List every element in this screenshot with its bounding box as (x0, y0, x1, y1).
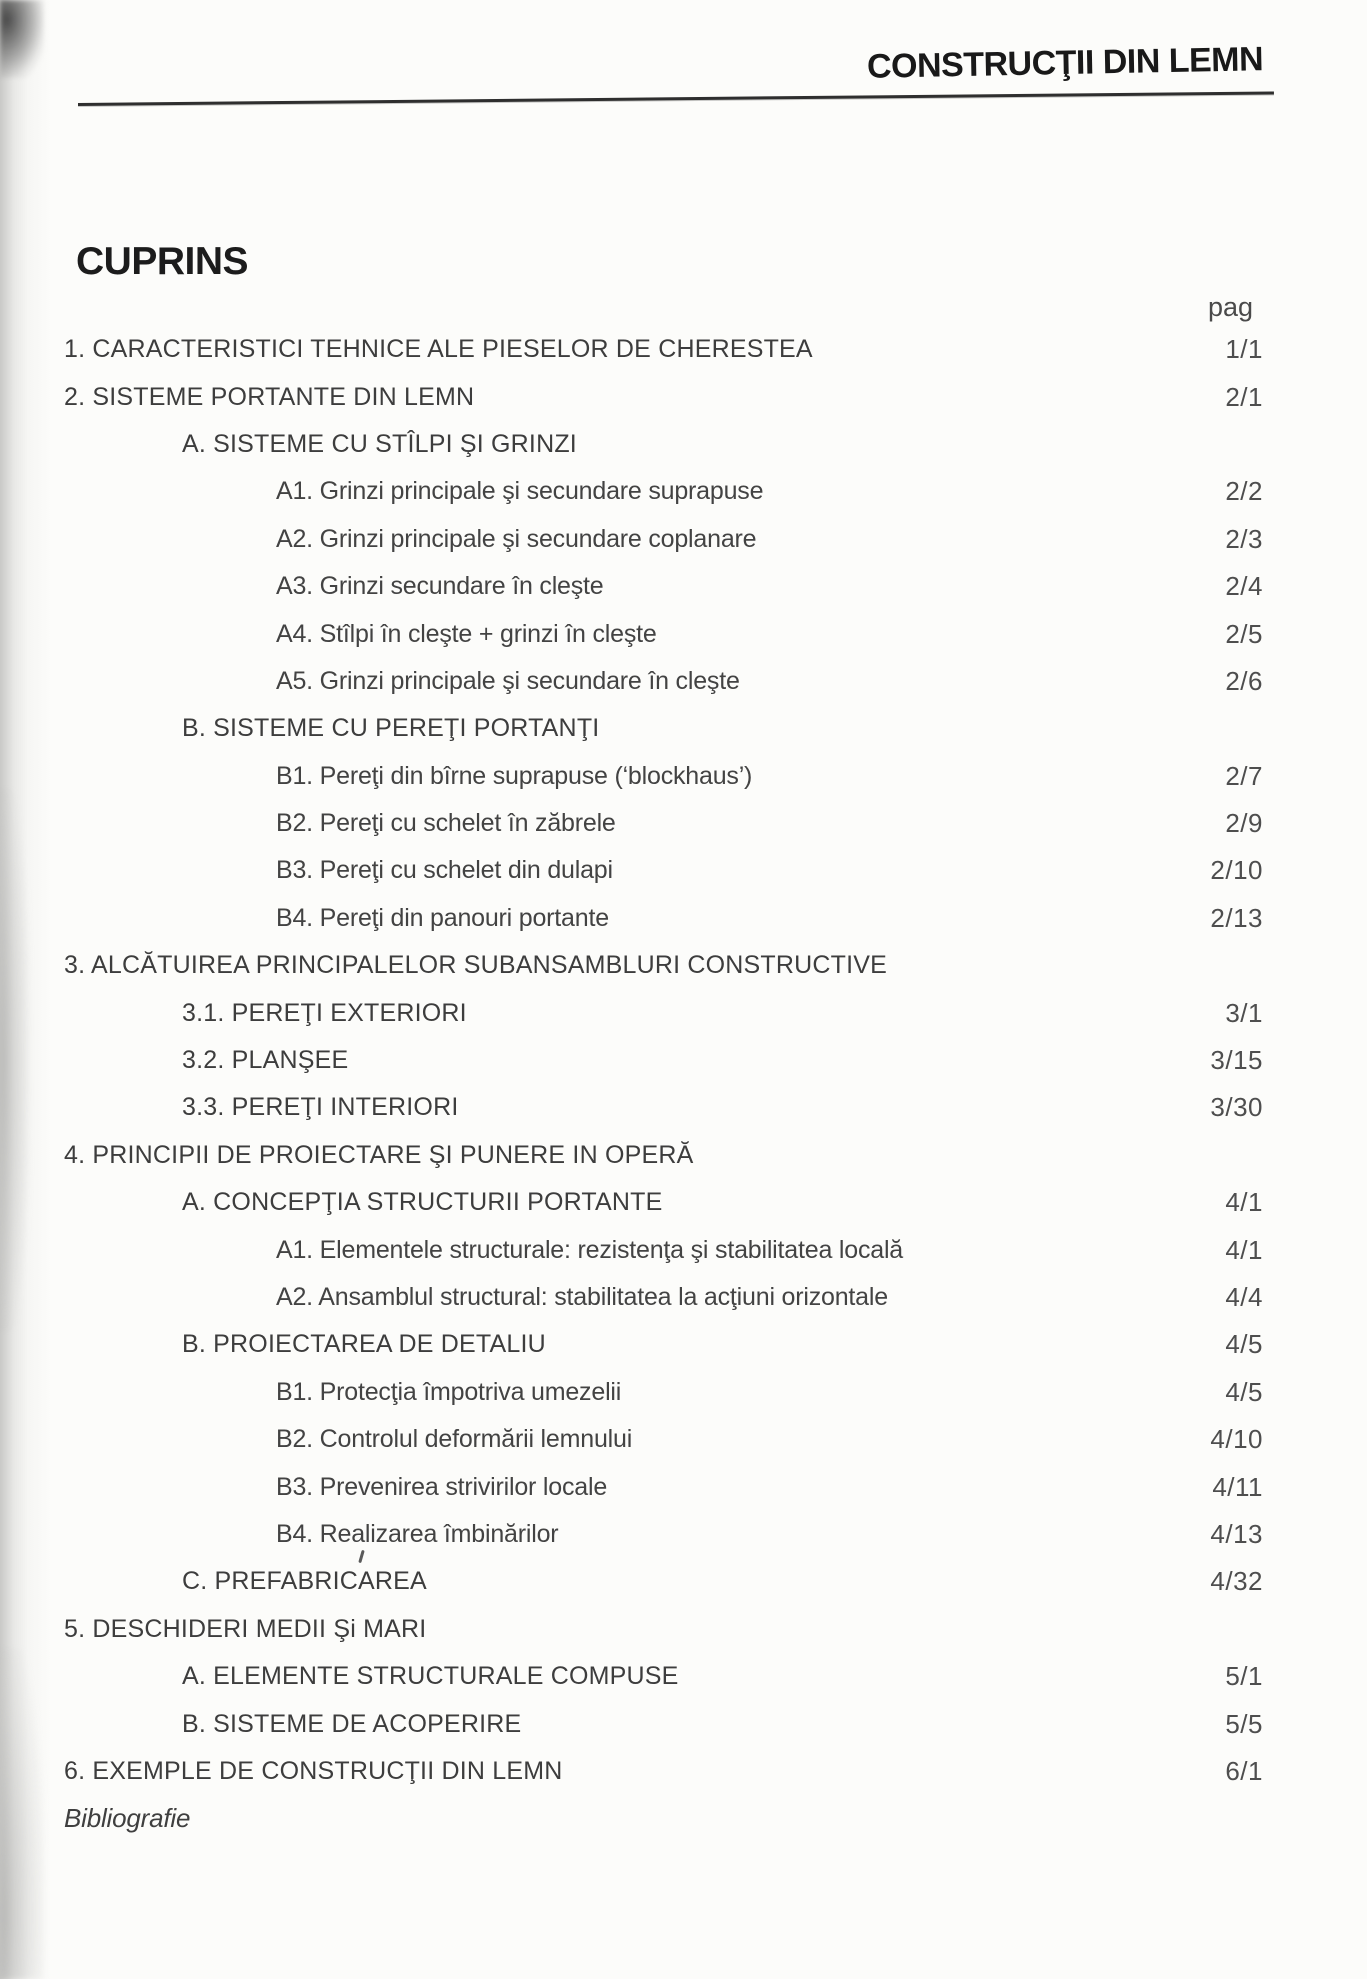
toc-entry-label: A2. Ansamblul structural: stabilitatea la acţiuni orizontale (276, 1283, 888, 1311)
toc-entry-label: 3.1. PEREŢI EXTERIORI (182, 998, 467, 1027)
toc-entry (64, 1463, 1263, 1510)
toc-entry-page: 4/32 (1210, 1566, 1263, 1597)
toc-entry-page: 2/5 (1225, 618, 1263, 649)
page-column-label: pag (1207, 292, 1253, 322)
toc-entry-label: 6. EXEMPLE DE CONSTRUCŢII DIN LEMN (64, 1756, 563, 1785)
toc-entry-page: 4/5 (1225, 1329, 1263, 1360)
toc-entry-page: 4/13 (1210, 1518, 1263, 1549)
toc-entry-label: B4. Pereţi din panouri portante (276, 903, 609, 932)
toc-entry (64, 610, 1263, 657)
toc-entry-page: 6/1 (1225, 1755, 1263, 1786)
toc-entry-page: 4/1 (1225, 1234, 1263, 1265)
toc-entry-label: 4. PRINCIPII DE PROIECTARE ŞI PUNERE IN OPERĂ (64, 1140, 694, 1169)
toc-entry (64, 1416, 1263, 1463)
toc-entry (64, 373, 1263, 420)
toc-entry (64, 1558, 1263, 1605)
toc-entry-label: B2. Controlul deformării lemnului (276, 1425, 633, 1454)
toc-entry-page: 2/2 (1225, 476, 1263, 507)
toc-entry-page: 4/5 (1225, 1376, 1263, 1407)
toc-entry-page: 4/1 (1225, 1187, 1263, 1218)
toc-entry-label: B. PROIECTAREA DE DETALIU (182, 1330, 546, 1359)
toc-entry-label: A3. Grinzi secundare în cleşte (276, 572, 604, 601)
toc-entry-page: 4/4 (1225, 1282, 1263, 1312)
toc-entry-label: B3. Prevenirea strivirilor locale (276, 1472, 608, 1501)
toc-entry-label: B1. Pereţi din bîrne suprapuse (‘blockhaus’) (276, 761, 753, 790)
toc-entry (64, 1748, 1263, 1795)
toc-entry (64, 1653, 1263, 1700)
toc-entry-label: 1. CARACTERISTICI TEHNICE ALE PIESELOR DE CHERESTEA (64, 335, 813, 364)
toc-entry (64, 1037, 1263, 1084)
toc-entry-label: B4. Realizarea îmbinărilor (276, 1519, 559, 1548)
toc-entry-label: A. SISTEME CU STÎLPI ŞI GRINZI (182, 429, 577, 458)
toc-entry-page: 2/7 (1225, 760, 1263, 791)
toc-entry-label: C. PREFABRICAREA (182, 1567, 427, 1596)
toc-entry-page: 5/1 (1225, 1661, 1263, 1692)
toc-entry-label: A. CONCEPŢIA STRUCTURII PORTANTE (182, 1188, 663, 1217)
toc-entry-page: 4/10 (1210, 1424, 1263, 1455)
toc-entry (64, 1226, 1263, 1273)
toc-entry (64, 1274, 1263, 1321)
toc-entry-page: 4/11 (1212, 1471, 1263, 1502)
toc-entry (64, 1795, 1263, 1842)
toc-entry-label: 2. SISTEME PORTANTE DIN LEMN (64, 382, 475, 411)
toc-entry (64, 1700, 1263, 1747)
toc-entry (64, 1321, 1263, 1368)
header-rule (78, 92, 1274, 106)
toc-entry-page: 2/6 (1225, 665, 1263, 696)
toc-entry-label: 5. DESCHIDERI MEDII Şi MARI (64, 1614, 427, 1643)
toc-entry-label: B. SISTEME DE ACOPERIRE (182, 1709, 522, 1738)
toc-entry (64, 1511, 1263, 1558)
toc-entry-label: 3.2. PLANŞEE (182, 1046, 349, 1075)
toc-entry-page: 3/1 (1225, 997, 1263, 1028)
scan-mid-blotch (0, 790, 30, 1330)
toc-title: CUPRINS (76, 240, 249, 283)
scan-corner-blotch (0, 0, 44, 78)
toc-entry (64, 1084, 1263, 1131)
toc-entry-label: B2. Pereţi cu schelet în zăbrele (276, 809, 616, 838)
toc-entry (64, 658, 1263, 705)
toc-entry (64, 989, 1263, 1036)
toc-entry (64, 468, 1263, 515)
toc-entry (64, 1606, 1263, 1653)
scan-bottom-blotch (0, 1649, 44, 1979)
toc-entry-page: 2/3 (1225, 523, 1263, 554)
toc-entry-label: Bibliografie (64, 1803, 191, 1834)
toc-entry (64, 895, 1263, 942)
toc-entry-label: B1. Protecţia împotriva umezelii (276, 1377, 622, 1406)
toc-entry-page: 1/1 (1225, 334, 1263, 365)
toc-entry-label: 3. ALCĂTUIREA PRINCIPALELOR SUBANSAMBLURI CONSTRUCTIVE (64, 951, 888, 980)
toc-entry-label: A. ELEMENTE STRUCTURALE COMPUSE (182, 1662, 679, 1691)
toc-entry (64, 753, 1263, 800)
book-title-header: CONSTRUCŢII DIN LEMN (866, 40, 1264, 86)
toc-entry-page: 2/13 (1210, 902, 1263, 933)
toc-entry (64, 942, 1263, 989)
toc-entry (64, 847, 1263, 894)
toc-entry-label: 3.3. PEREŢI INTERIORI (182, 1093, 459, 1122)
toc-entry-page: 5/5 (1225, 1708, 1263, 1739)
toc-entry-label: A2. Grinzi principale şi secundare coplanare (276, 524, 757, 553)
toc-entry (64, 326, 1263, 373)
toc-entry-label: B3. Pereţi cu schelet din dulapi (276, 856, 613, 885)
toc-entry (64, 516, 1263, 563)
toc-entry (64, 800, 1263, 847)
toc-entry (64, 421, 1263, 468)
toc-entry-label: A1. Grinzi principale şi secundare suprapuse (276, 477, 764, 506)
toc-entry (64, 1179, 1263, 1226)
toc-entry-page: 3/15 (1210, 1045, 1263, 1076)
toc-entry (64, 1369, 1263, 1416)
toc-entry-page: 3/30 (1210, 1092, 1263, 1123)
toc-entry (64, 563, 1263, 610)
toc-entry-page: 2/4 (1225, 571, 1263, 602)
toc-entry-label: B. SISTEME CU PEREŢI PORTANŢI (182, 714, 600, 743)
toc-entry-page: 2/10 (1210, 855, 1263, 886)
toc-entry-page: 2/9 (1225, 808, 1263, 839)
toc-entry-label: A1. Elementele structurale: rezistenţa şi stabilitatea locală (276, 1235, 904, 1264)
toc-entry-label: A4. Stîlpi în cleşte + grinzi în cleşte (276, 619, 657, 648)
toc-list (64, 326, 1263, 1843)
toc-entry (64, 705, 1263, 752)
toc-entry-page: 2/1 (1225, 381, 1263, 412)
toc-entry (64, 1132, 1263, 1179)
toc-entry-label: A5. Grinzi principale şi secundare în cleşte (276, 666, 740, 695)
